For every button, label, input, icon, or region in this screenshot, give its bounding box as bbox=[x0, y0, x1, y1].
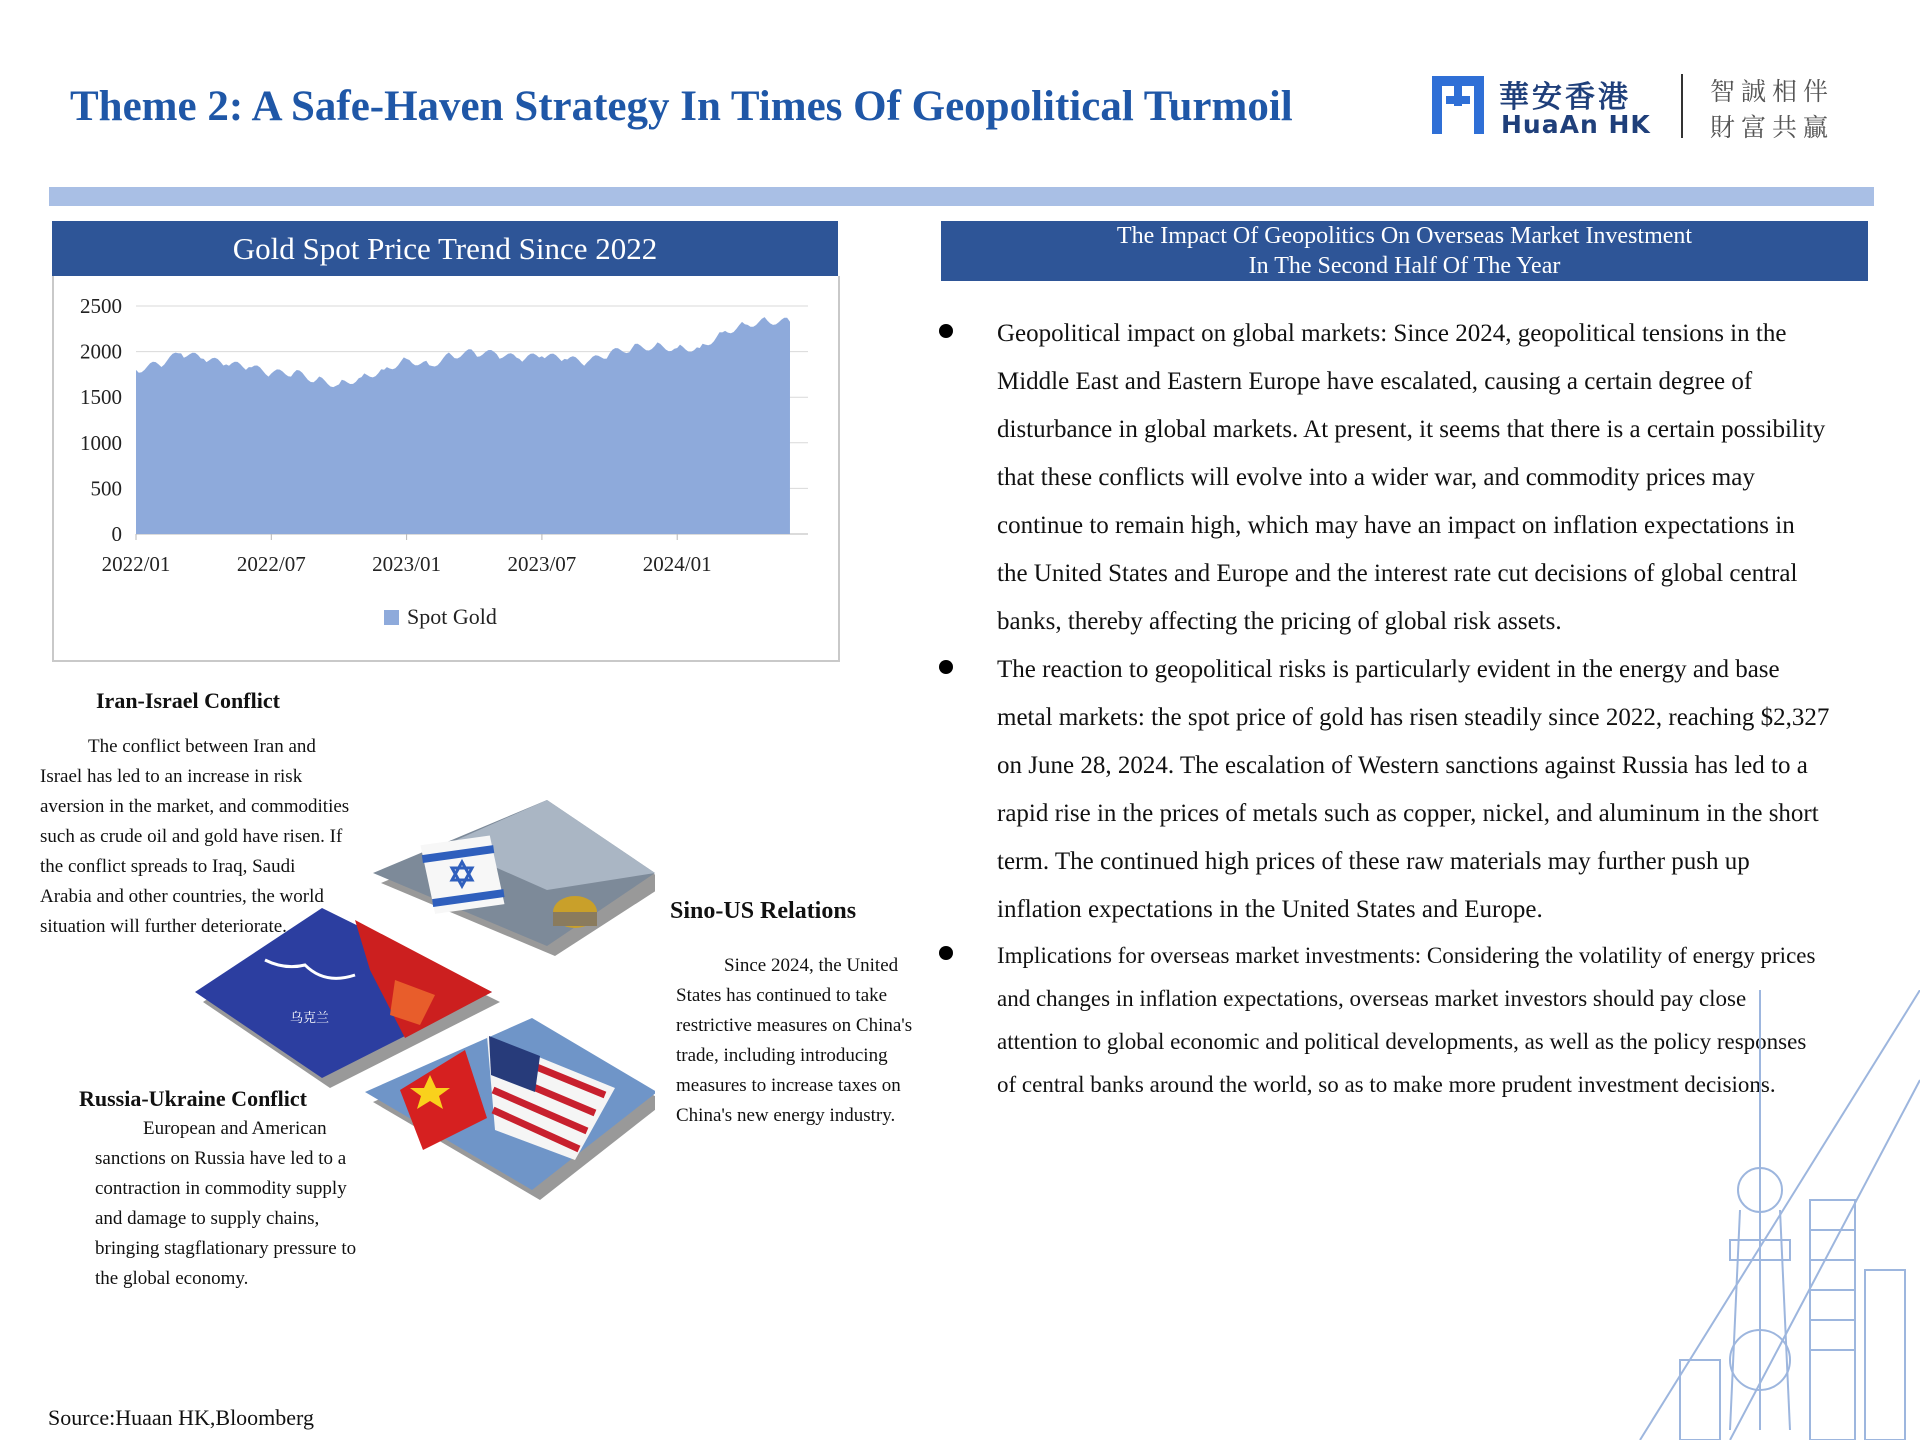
bullet-icon bbox=[939, 324, 953, 338]
source-note: Source:Huaan HK,Bloomberg bbox=[48, 1405, 314, 1430]
slogan-line-1: 智誠相伴 bbox=[1710, 77, 1835, 106]
impact-section-title bbox=[941, 221, 1868, 281]
sino-us-title: Sino-US Relations bbox=[670, 898, 857, 924]
spot-gold-area-series bbox=[136, 317, 790, 534]
bullet-item bbox=[935, 646, 1830, 934]
slogan-line-2: 財富共贏 bbox=[1710, 113, 1835, 142]
bullet-text: The reaction to geopolitical risks is particularly evident in the energy and base metal markets: the spot price of gold has risen steadily since 2022, reaching $2,327 on June 28, 2024. The escalation of Western sanctions against Russia has led to a rapid rise in the prices of metals such as copper, nickel, and aluminum in the short term. The continued high prices of these raw materials may further push up inflation expectations in the United States and Europe. bbox=[997, 656, 1830, 923]
y-tick-label: 2500 bbox=[80, 294, 122, 318]
legend-label: Spot Gold bbox=[407, 604, 497, 629]
city-skyline-illustration bbox=[1580, 990, 1920, 1440]
y-tick-label: 0 bbox=[111, 522, 122, 546]
y-tick-label: 1500 bbox=[80, 385, 122, 410]
russia-ukraine-title: Russia-Ukraine Conflict bbox=[79, 1086, 307, 1111]
geopolitics-image-collage bbox=[195, 800, 655, 1220]
x-tick-label: 2022/07 bbox=[236, 552, 306, 576]
y-tick-label: 1000 bbox=[80, 430, 122, 455]
bullet-text: Implications for overseas market investments: Considering the volatility of energy prices and changes in inflation expectations, overseas market investors should pay close attention to global economic and political developments, as well as the policy responses of central banks around the world, so as to make more prudent investment decisions. bbox=[997, 943, 1816, 1097]
x-tick-label: 2022/01 bbox=[101, 552, 171, 576]
x-tick-label: 2024/01 bbox=[642, 552, 712, 576]
header-divider-band bbox=[49, 187, 1874, 206]
bullet-icon bbox=[939, 946, 953, 960]
iran-israel-title: Iran-Israel Conflict bbox=[96, 688, 280, 713]
bullet-icon bbox=[939, 660, 953, 674]
company-logo bbox=[1425, 66, 1845, 146]
impact-title-line-2: In The Second Half Of The Year bbox=[1248, 253, 1561, 279]
x-tick-label: 2023/07 bbox=[507, 552, 577, 576]
israel-flag-image bbox=[373, 800, 655, 946]
bullet-item bbox=[935, 310, 1830, 646]
y-tick-label: 2000 bbox=[80, 339, 122, 364]
legend-swatch bbox=[384, 610, 399, 625]
bullet-text: Geopolitical impact on global markets: Since 2024, geopolitical tensions in the Middle East and Eastern Europe have escalated, causing a certain degree of disturbance in global markets. At present, it seems that there is a certain possibility that these conflicts will evolve into a wider war, and commodity prices may continue to remain high, which may have an impact on inflation expectations in the United States and Europe and the interest rate cut decisions of global central banks, thereby affecting the pricing of global risk assets. bbox=[997, 320, 1826, 635]
sino-us-text: Since 2024, the United States has continued to take restrictive measures on China's trade, including introducing measures to increase taxes on China's new energy industry. bbox=[676, 955, 913, 1126]
chart-title: Gold Spot Price Trend Since 2022 bbox=[52, 221, 838, 276]
logo-chinese-name: 華安香港 bbox=[1499, 80, 1631, 115]
impact-bullet-list bbox=[935, 310, 1830, 1106]
iran-israel-text: The conflict between Iran and Israel has led to an increase in risk aversion in the market, and commodities such as crude oil and gold have risen. If the conflict spreads to Iraq, Saudi Arabia and other countries, the world situation will further deteriorate. bbox=[40, 736, 350, 937]
ukraine-map-image bbox=[195, 908, 492, 1078]
impact-title-line-1: The Impact Of Geopolitics On Overseas Market Investment bbox=[1116, 223, 1693, 249]
y-tick-label: 500 bbox=[90, 476, 122, 501]
logo-divider bbox=[1681, 74, 1683, 138]
logo-english-name: HuaAn HK bbox=[1501, 110, 1651, 139]
x-tick-label: 2023/01 bbox=[372, 552, 442, 576]
huaan-logo-icon bbox=[1428, 72, 1488, 138]
page-title: Theme 2: A Safe-Haven Strategy In Times Of Geopolitical Turmoil bbox=[70, 83, 1293, 130]
gold-price-chart bbox=[52, 276, 840, 662]
map-label: 乌克兰 bbox=[290, 1011, 330, 1026]
russia-ukraine-text: European and American sanctions on Russia have led to a contraction in commodity supply and damage to supply chains, bringing stagflationary pressure to the global economy. bbox=[95, 1118, 357, 1289]
